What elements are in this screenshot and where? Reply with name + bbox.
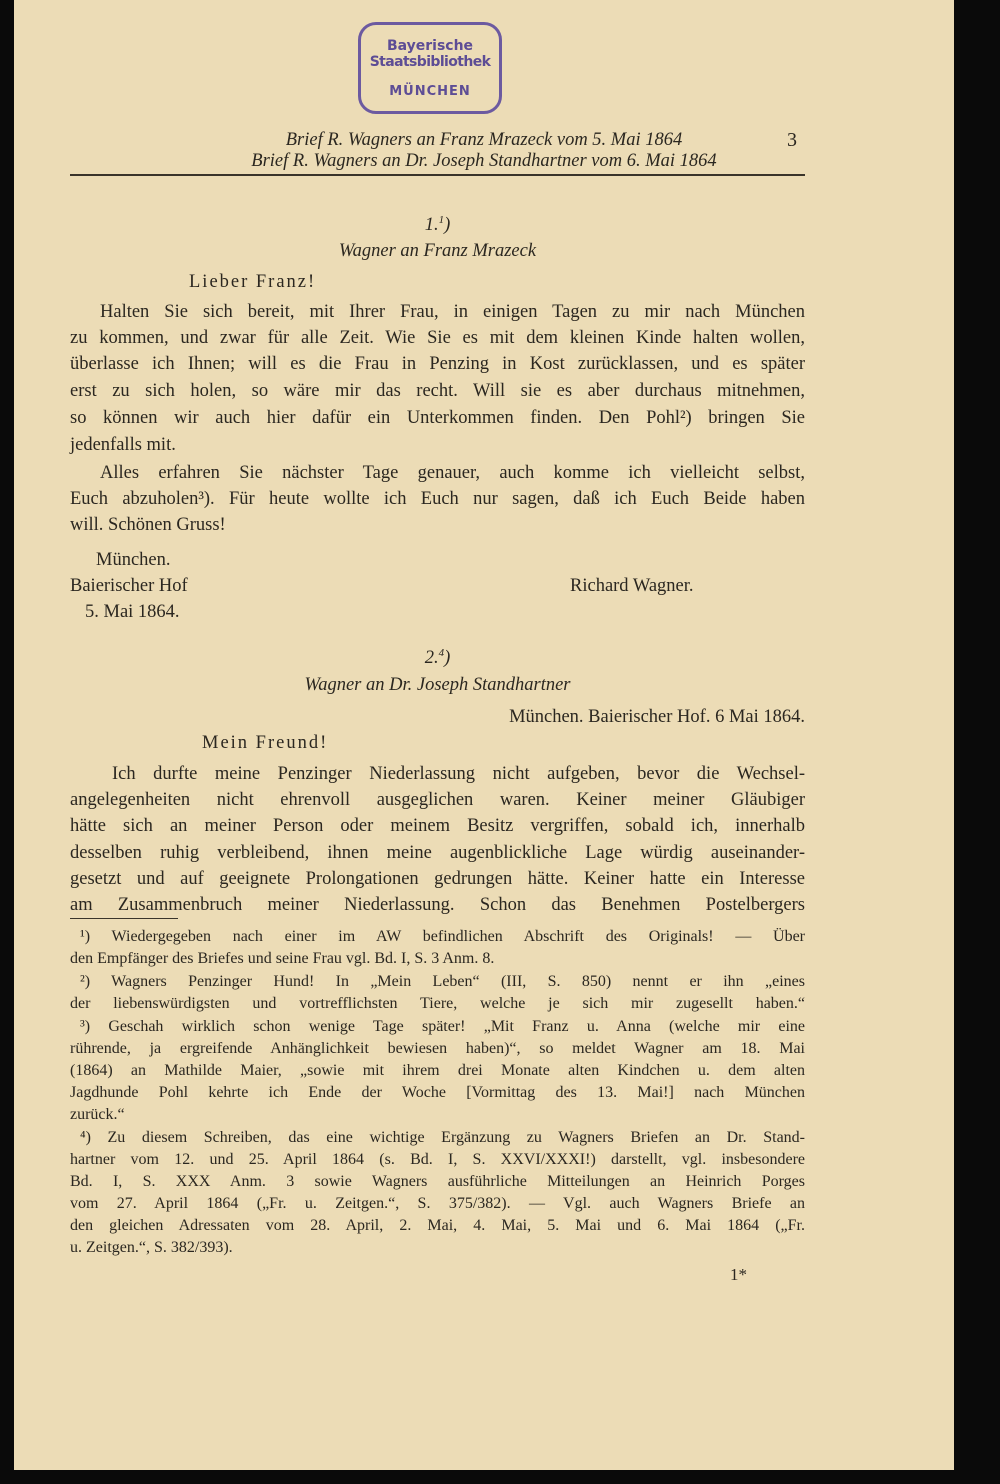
running-head-line-2: Brief R. Wagners an Dr. Joseph Standhartner vom 6. Mai 1864 [251, 151, 717, 171]
footnote-3-line: ³) Geschah wirklich schon wenige Tage später! „Mit Franz u. Anna (welche mir eine [80, 1018, 805, 1035]
footnote-2-line: der liebenswürdigsten und vortrefflichsten Tiere, welche je sich mir zugesellt haben.“ [70, 995, 805, 1012]
footnote-3-line: (1864) an Mathilde Maier, „sowie mit ihrem drei Monate alten Kindchen u. dem alten [70, 1062, 805, 1079]
letter-2-salutation: Mein Freund! [202, 733, 329, 753]
letter-2-number: 2.$^4$) [424, 646, 451, 668]
footnote-3-line: zurück.“ [70, 1106, 125, 1123]
footnote-3-line: rührende, ja ergreifende Anhänglichkeit bewiesen haben)“, so meldet Wagner am 18. Mai [70, 1040, 805, 1057]
letter-1-place: München. [96, 550, 171, 570]
page-number: 3 [787, 129, 797, 151]
letter-1-p1-line: zu kommen, und zwar für alle Zeit. Wie Sie es mit dem kleinen Kinde halten wollen, [70, 328, 805, 348]
letter-1-signature: Richard Wagner. [570, 576, 694, 596]
letter-1-date: 5. Mai 1864. [85, 602, 180, 622]
letter-2-p1-line: am Zusammenbruch meiner Niederlassung. Schon das Benehmen Postelbergers [70, 895, 805, 915]
letter-2-p1-line: hätte sich an meiner Person oder meinem Besitz vergriffen, sobald ich, innerhalb [70, 816, 805, 836]
signature-mark: 1* [730, 1265, 747, 1284]
letter-2-p1-line: gesetzt und auf geeignete Prolongationen gedrungen hätte. Keiner hatte ein Interesse [70, 869, 805, 889]
footnote-1-line: den Empfänger des Briefes und seine Frau vgl. Bd. I, S. 3 Anm. 8. [70, 950, 495, 967]
footnote-4-line: vom 27. April 1864 („Fr. u. Zeitgen.“, S. 375/382). — Vgl. auch Wagners Briefe an [70, 1195, 805, 1212]
letter-1-p2-line: will. Schönen Gruss! [70, 515, 226, 535]
letter-2-p1-line: desselben ruhig verbleibend, ihnen meine augenblickliche Lage würdig auseinander- [70, 843, 805, 863]
footnote-3-line: Jagdhunde Pohl kehrte ich Ende der Woche [Vormittag des 13. Mai!] nach München [70, 1084, 805, 1101]
running-head-line-1: Brief R. Wagners an Franz Mrazeck vom 5. Mai 1864 [285, 130, 683, 150]
footnote-1-line: ¹) Wiedergegeben nach einer im AW befindlichen Abschrift des Originals! — Über [80, 928, 805, 945]
footnote-rule [70, 918, 178, 919]
letter-1-number: 1.$^1$) [424, 213, 451, 235]
letter-1-p1-line: Halten Sie sich bereit, mit Ihrer Frau, in einigen Tagen zu mir nach München [100, 302, 805, 322]
footnote-4-line: den gleichen Adressaten vom 28. April, 2. Mai, 4. Mai, 5. Mai und 6. Mai 1864 („Fr. [70, 1217, 805, 1234]
footnote-4-line: hartner vom 12. und 25. April 1864 (s. Bd. I, S. XXVI/XXXI!) darstellt, vgl. insbesondere [70, 1151, 805, 1168]
footnote-4-line: Bd. I, S. XXX Anm. 3 sowie Wagners ausführliche Mitteilungen an Heinrich Porges [70, 1173, 805, 1190]
letter-1-hotel: Baierischer Hof [70, 576, 188, 596]
stamp-line-2: Staatsbibliothek [369, 54, 491, 70]
book-page [14, 0, 954, 1470]
letter-2-title: Wagner an Dr. Joseph Standhartner [304, 675, 571, 695]
footnote-4-line: u. Zeitgen.“, S. 382/393). [70, 1239, 233, 1256]
letter-1-p2-line: Euch abzuholen³). Für heute wollte ich Euch nur sagen, daß ich Euch Beide haben [70, 489, 805, 509]
footnote-2-line: ²) Wagners Penzinger Hund! In „Mein Leben“ (III, S. 850) nennt er ihn „eines [80, 973, 805, 990]
letter-1-p1-line: so können wir auch hier dafür ein Unterkommen finden. Den Pohl²) bringen Sie [70, 408, 805, 428]
letter-2-p1-line: Ich durfte meine Penzinger Niederlassung nicht aufgeben, bevor die Wechsel- [112, 764, 805, 784]
letter-2-p1-line: angelegenheiten nicht ehrenvoll ausgeglichen waren. Keiner meiner Gläubiger [70, 790, 805, 810]
letter-1-salutation: Lieber Franz! [189, 272, 317, 292]
letter-2-dateline: München. Baierischer Hof. 6 Mai 1864. [509, 707, 805, 727]
letter-1-title: Wagner an Franz Mrazeck [338, 241, 537, 261]
stamp-line-1: Bayerische [386, 38, 474, 54]
letter-1-p2-line: Alles erfahren Sie nächster Tage genauer, auch komme ich vielleicht selbst, [100, 463, 805, 483]
letter-1-p1-line: jedenfalls mit. [70, 435, 176, 455]
letter-1-p1-line: überlasse ich Ihnen; will es die Frau in Penzing in Kost zurücklassen, und es später [70, 354, 805, 374]
stamp-line-3: MÜNCHEN [389, 84, 471, 99]
library-stamp [358, 22, 502, 114]
footnote-4-line: ⁴) Zu diesem Schreiben, das eine wichtige Ergänzung zu Wagners Briefen an Dr. Stand- [80, 1129, 805, 1146]
letter-1-p1-line: erst zu sich holen, so wäre mir das recht. Will sie es aber durchaus mitnehmen, [70, 381, 805, 401]
header-rule [70, 174, 805, 176]
